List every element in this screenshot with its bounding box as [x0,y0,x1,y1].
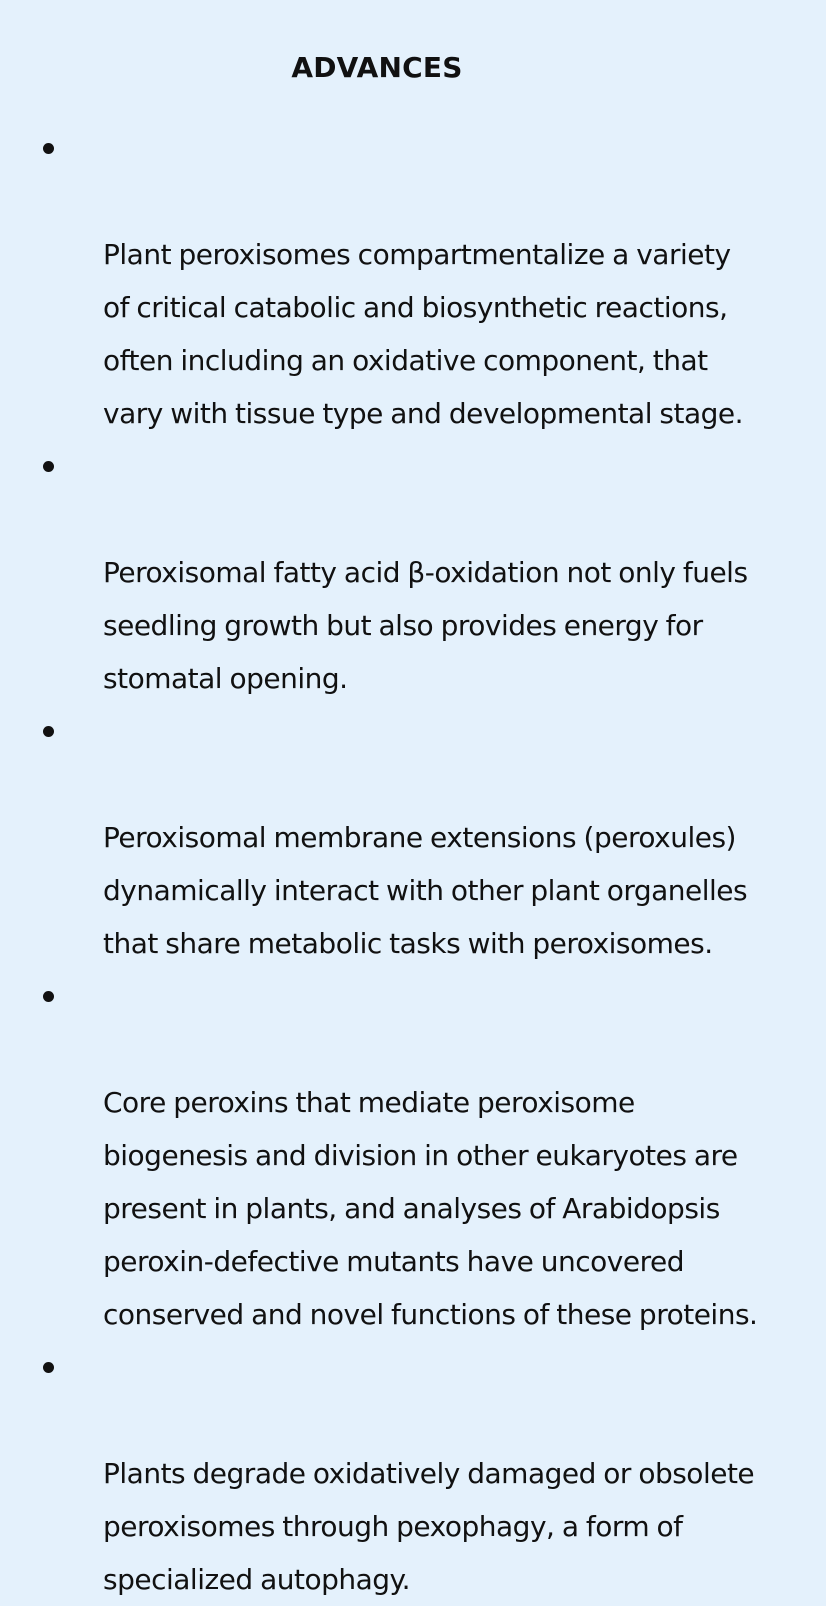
list-item-text: Core peroxins that mediate peroxisome biogenesis and division in other eukaryotes are present in plants, and analyses of Arabidopsis peroxin-defective mutants have uncovered conserved and novel functions of these proteins. [103,1086,758,1331]
bullet-icon [43,143,54,154]
advances-list [0,122,826,1606]
bullet-icon [43,461,54,472]
list-item-text: Peroxisomal membrane extensions (peroxules) dynamically interact with other plant organelles that share metabolic tasks with peroxisomes. [103,821,748,960]
bullet-icon [43,1362,54,1373]
box-title: ADVANCES [291,51,463,84]
bullet-icon [43,991,54,1002]
list-item-text: Peroxisomal fatty acid β-oxidation not only fuels seedling growth but also provides energy for stomatal opening. [103,556,748,695]
list-item-text: Plant peroxisomes compartmentalize a variety of critical catabolic and biosynthetic reactions, often including an oxidative component, that vary with tissue type and developmental stage. [103,238,744,430]
list-item [0,705,826,970]
list-item [0,970,826,1341]
list-item [0,440,826,705]
list-item [0,1341,826,1606]
list-item [0,122,826,440]
bullet-icon [43,726,54,737]
list-item-text: Plants degrade oxidatively damaged or obsolete peroxisomes through pexophagy, a form of specialized autophagy. [103,1457,755,1596]
